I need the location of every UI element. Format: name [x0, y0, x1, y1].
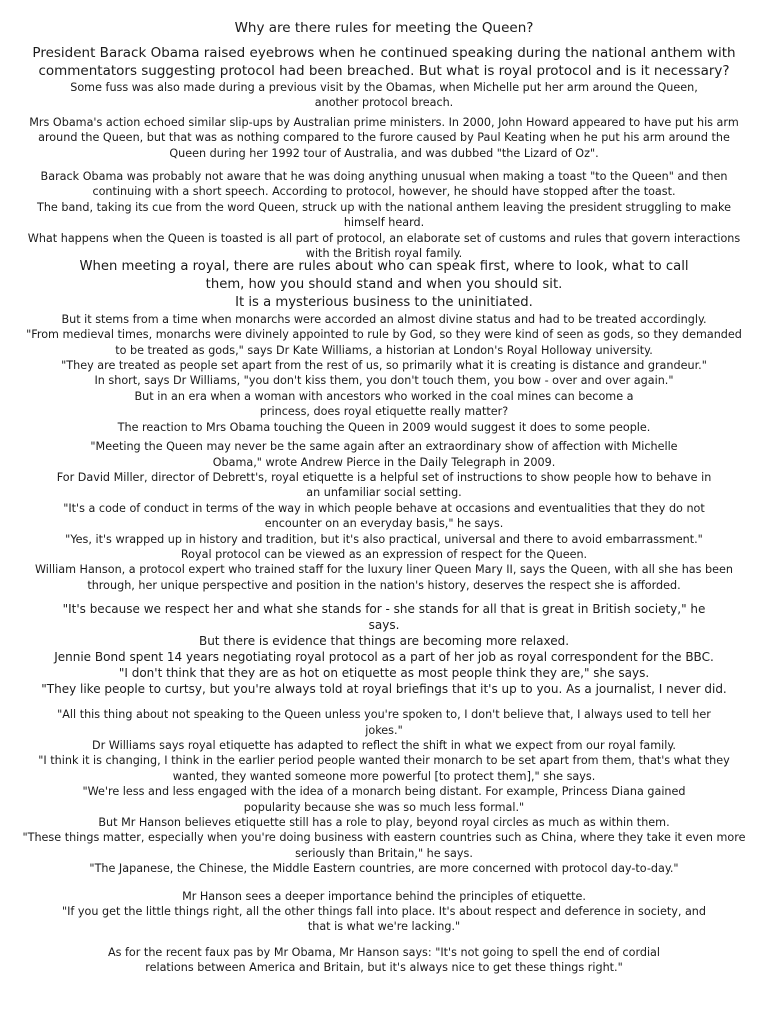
quote-paragraph: "We're less and less engaged with the idea of a monarch being distant. For example, Princess Diana gained popularity because she was so much less formal."	[82, 785, 686, 814]
quote-paragraph: "Meeting the Queen may never be the same again after an extraordinary show of affection with Michelle Obama," wrote Andrew Pierce in the Daily Telegraph in 2009.	[90, 440, 678, 469]
article-title: Why are there rules for meeting the Queen?	[234, 20, 534, 36]
paragraph: Royal protocol can be viewed as an expression of respect for the Queen.	[180, 547, 588, 561]
paragraph: Mr Hanson sees a deeper importance behind the principles of etiquette.	[182, 889, 586, 903]
quote-paragraph: "They are treated as people set apart from the rest of us, so primarily what it is creating is distance and grandeur."	[61, 359, 707, 373]
quote-paragraph: "Yes, it's wrapped up in history and tradition, but it's also practical, universal and there to avoid embarrassment."	[65, 532, 703, 546]
paragraph: Some fuss was also made during a previous visit by the Obamas, when Michelle put her arm around the Queen, another protocol breach.	[70, 81, 698, 110]
paragraph: The band, taking its cue from the word Queen, struck up with the national anthem leaving the president struggling to make himself heard.	[36, 200, 731, 230]
paragraph: For David Miller, director of Debrett's, royal etiquette is a helpful set of instructions to show people how to behave in an unfamiliar social setting.	[56, 470, 712, 500]
quote-paragraph: "It's a code of conduct in terms of the way in which people behave at occasions and eventualities that they do not encounter on an everyday basis," he says.	[63, 501, 705, 531]
paragraph: But it stems from a time when monarchs were accorded an almost divine status and had to be treated accordingly.	[61, 312, 707, 326]
paragraph: As for the recent faux pas by Mr Obama, Mr Hanson says: "It's not going to spell the end of cordial relations between America and Britain, but it's always nice to get these things right."	[107, 945, 661, 975]
paragraph: The reaction to Mrs Obama touching the Queen in 2009 would suggest it does to some people.	[117, 420, 651, 434]
paragraph: It is a mysterious business to the uninitiated.	[235, 295, 533, 311]
paragraph: But in an era when a woman with ancestors who worked in the coal mines can become a princess, does royal etiquette really matter?	[134, 389, 634, 419]
paragraph: In short, says Dr Williams, "you don't kiss them, you don't touch them, you bow - over and over again."	[94, 374, 674, 388]
paragraph: When meeting a royal, there are rules about who can speak first, where to look, what to call them, how you should stand and when you should sit.	[79, 259, 689, 293]
paragraph: What happens when the Queen is toasted is all part of protocol, an elaborate set of customs and rules that govern interactions with the British royal family.	[27, 231, 741, 261]
quote-paragraph: "The Japanese, the Chinese, the Middle Eastern countries, are more concerned with protocol day-to-day."	[89, 862, 679, 876]
quote-paragraph: "They like people to curtsy, but you're always told at royal briefings that it's up to you. As a journalist, I never did.	[41, 682, 727, 697]
paragraph: Mrs Obama's action echoed similar slip-ups by Australian prime ministers. In 2000, John Howard appeared to have put his arm around the Queen, but that was as nothing compared to the furore caused by Paul Keating when he put his arm around the Queen during her 1992 tour of Australia, and was dubbed "the Lizard of Oz".	[29, 115, 739, 160]
paragraph: Barack Obama was probably not aware that he was doing anything unusual when making a toast "to the Queen" and then continuing with a short speech. According to protocol, however, he should have stopped after the toast.	[40, 170, 728, 199]
quote-paragraph: "I think it is changing, I think in the earlier period people wanted their monarch to be set apart from them, that's what they wanted, they wanted someone more powerful [to protect them]," she says.	[38, 754, 730, 783]
quote-paragraph: "From medieval times, monarchs were divinely appointed to rule by God, so they were kind of seen as gods, so they demanded to be treated as gods," says Dr Kate Williams, a historian at London's Royal Holloway university.	[26, 328, 742, 357]
lead-paragraph: President Barack Obama raised eyebrows when he continued speaking during the national anthem with commentators suggesting protocol had been breached. But what is royal protocol and is it necessary?	[32, 45, 736, 79]
paragraph: Jennie Bond spent 14 years negotiating royal protocol as a part of her job as royal correspondent for the BBC.	[54, 650, 714, 665]
paragraph: But there is evidence that things are becoming more relaxed.	[198, 634, 570, 649]
quote-paragraph: "If you get the little things right, all the other things fall into place. It's about respect and deference in society, and that is what we're lacking."	[61, 905, 706, 934]
quote-paragraph: "All this thing about not speaking to the Queen unless you're spoken to, I don't believe that, I always used to tell her jokes."	[57, 708, 711, 737]
quote-paragraph: "It's because we respect her and what she stands for - she stands for all that is great in British society," he says.	[62, 602, 706, 633]
paragraph: Dr Williams says royal etiquette has adapted to reflect the shift in what we expect from our royal family.	[92, 738, 676, 752]
paragraph: But Mr Hanson believes etiquette still has a role to play, beyond royal circles as much as within them.	[98, 816, 670, 830]
quote-paragraph: "These things matter, especially when you're doing business with eastern countries such as China, where they take it even more seriously than Britain," he says.	[22, 831, 746, 860]
quote-paragraph: "I don't think that they are as hot on etiquette as most people think they are," she says.	[118, 666, 650, 681]
paragraph: William Hanson, a protocol expert who trained staff for the luxury liner Queen Mary II, says the Queen, with all she has been through, her unique perspective and position in the nation's history, deserves the respect she is afforded.	[34, 563, 734, 592]
